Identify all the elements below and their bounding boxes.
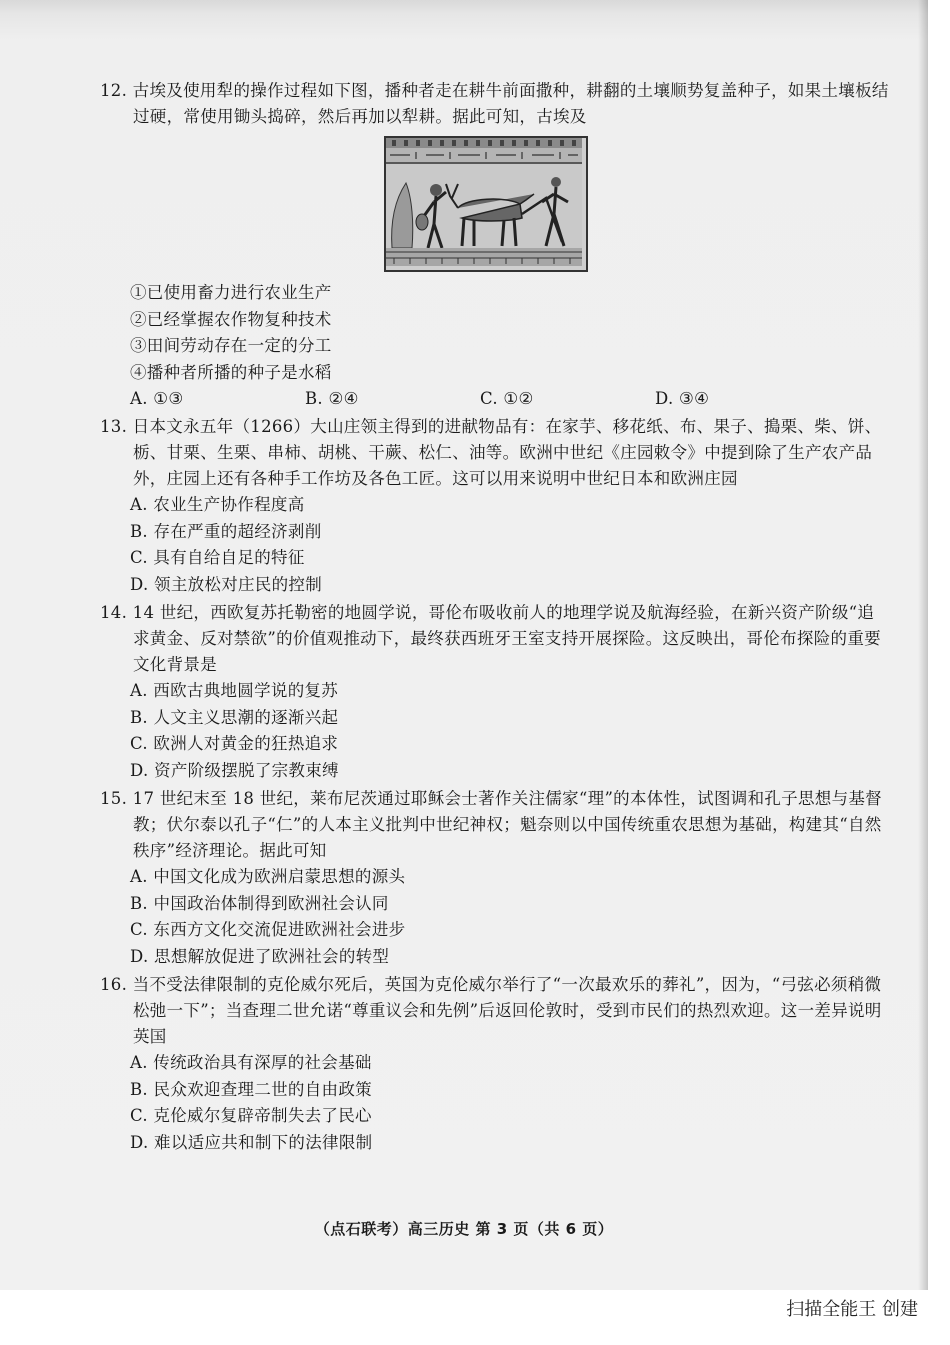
question-13-option-b: B. 存在严重的超经济剥削 [130, 521, 322, 541]
question-16 [100, 972, 890, 1156]
question-15-stem: 15. 17 世纪末至 18 世纪，莱布尼茨通过耶稣会士著作关注儒家“理”的本体性，试图调和孔子思想与基督教；伏尔泰以孔子“仁”的人本主义批判中世纪神权；魁奈则以中国传统重农思想为基础，构建其“自然秩序”经济理论。据此可知 [100, 789, 882, 860]
question-12-options [100, 386, 890, 412]
question-14-option-c: C. 欧洲人对黄金的狂热追求 [130, 734, 339, 753]
question-12-statement-4: ④播种者所播的种子是水稻 [130, 362, 332, 382]
question-12-option-c: C. ①② [480, 389, 534, 408]
question-12-stem: 12. 古埃及使用犁的操作过程如下图，播种者走在耕牛前面撒种，耕翻的土壤顺势复盖种子，如果土壤板结过硬，常使用锄头捣碎，然后再加以犁耕。据此可知，古埃及 [100, 81, 889, 126]
question-16-option-d: D. 难以适应共和制下的法律限制 [130, 1132, 373, 1152]
question-14-stem: 14. 14 世纪，西欧复苏托勒密的地圆学说，哥伦布吸收前人的地理学说及航海经验，在新兴资产阶级“追求黄金、反对禁欲”的价值观推动下，最终获西班牙王室支持开展探险。这反映出，哥伦布探险的重要文化背景是 [100, 603, 881, 674]
question-15-option-a: A. 中国文化成为欧洲启蒙思想的源头 [130, 867, 406, 886]
question-13-option-c: C. 具有自给自足的特征 [130, 548, 305, 567]
scanner-watermark: 扫描全能王 创建 [786, 1299, 918, 1320]
question-14-option-a: A. 西欧古典地圆学说的复苏 [130, 681, 339, 700]
question-16-stem: 16. 当不受法律限制的克伦威尔死后，英国为克伦威尔举行了“一次最欢乐的葬礼”，因为，“弓弦必须稍微松弛一下”；当查理二世允诺“尊重议会和先例”后返回伦敦时，受到市民们的热烈欢迎。这一差异说明英国 [100, 975, 882, 1046]
question-12-statement-2: ②已经掌握农作物复种技术 [130, 309, 332, 329]
question-12-option-d: D. ③④ [655, 389, 710, 408]
question-12-statement-3: ③田间劳动存在一定的分工 [130, 336, 332, 355]
plowing-scene-image [386, 138, 582, 266]
question-15-option-c: C. 东西方文化交流促进欧洲社会进步 [130, 920, 406, 939]
question-15-option-d: D. 思想解放促进了欧洲社会的转型 [130, 946, 390, 966]
question-13-stem: 13. 日本文永五年（1266）大山庄领主得到的进献物品有：在家芋、移花纸、布、果子、搗栗、柴、饼、栃、甘栗、生栗、串柿、胡桃、干蕨、松仁、油等。欧洲中世纪《庄园敕令》中提到除了生产农产品外，庄园上还有各种手工作坊及各色工匠。这可以用来说明中世纪日本和欧洲庄园 [100, 417, 882, 488]
question-12-option-b: B. ②④ [305, 389, 359, 408]
question-13-option-a: A. 农业生产协作程度高 [130, 495, 305, 514]
page-content [100, 78, 890, 1158]
question-16-option-a: A. 传统政治具有深厚的社会基础 [130, 1053, 372, 1072]
question-15 [100, 786, 890, 970]
question-12-statement-1: ①已使用畜力进行农业生产 [130, 283, 332, 302]
question-12-option-a: A. ①③ [130, 389, 184, 408]
question-13-option-d: D. 领主放松对庄民的控制 [130, 574, 323, 594]
question-15-option-b: B. 中国政治体制得到欧洲社会认同 [130, 893, 389, 913]
question-14-option-d: D. 资产阶级摆脱了宗教束缚 [130, 760, 339, 780]
question-14-option-b: B. 人文主义思潮的逐渐兴起 [130, 707, 339, 727]
question-16-option-c: C. 克伦威尔复辟帝制失去了民心 [130, 1106, 372, 1125]
page-footer: （点石联考）高三历史 第 3 页（共 6 页） [314, 1220, 614, 1238]
question-16-option-b: B. 民众欢迎查理二世的自由政策 [130, 1079, 372, 1099]
question-13 [100, 414, 890, 598]
question-14 [100, 600, 890, 784]
egyptian-plowing-illustration [384, 136, 588, 272]
question-12 [100, 78, 890, 412]
